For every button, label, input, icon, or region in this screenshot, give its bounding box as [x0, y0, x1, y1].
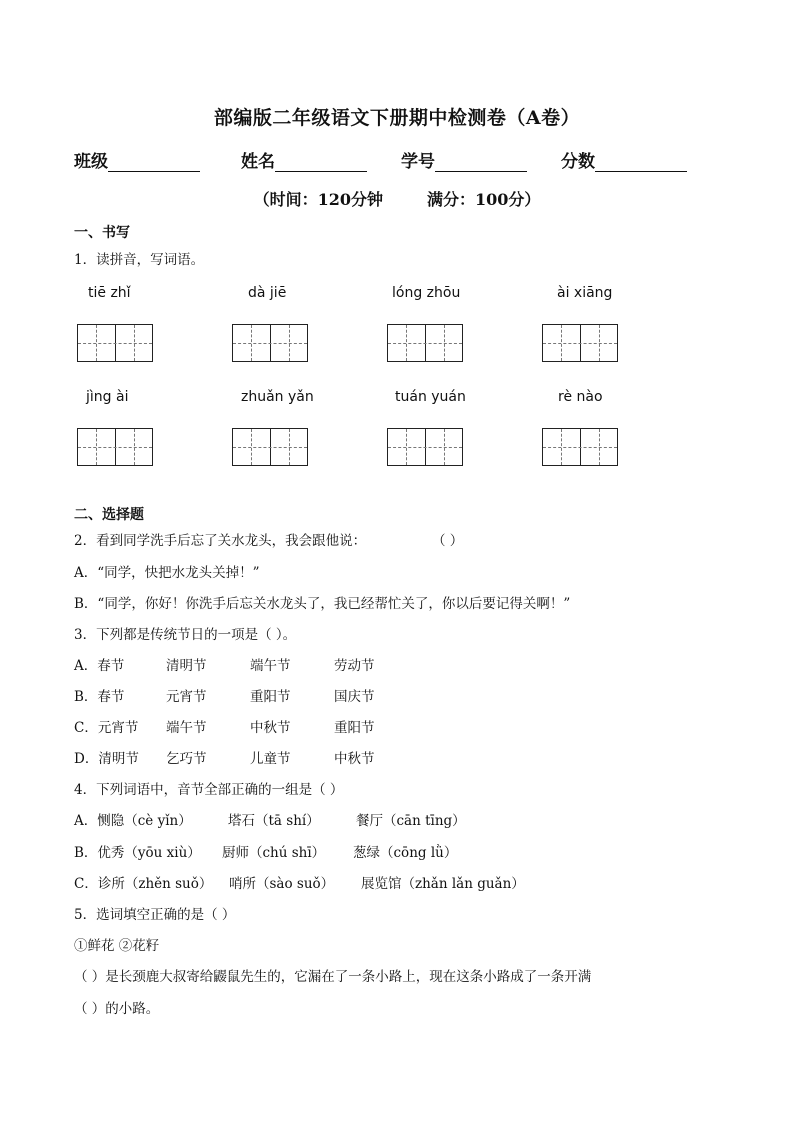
question-3-option-a: A．春节 — [74, 658, 125, 674]
question-5-line-1: （ ）是长颈鹿大叔寄给鼹鼠先生的，它漏在了一条小路上，现在这条小路成了一条开满 — [74, 969, 592, 985]
score-field — [561, 147, 687, 172]
question-3-option-c-item: 端午节 — [166, 720, 207, 736]
question-3-option-c-item: 中秋节 — [250, 720, 291, 736]
writing-grid-6[interactable] — [232, 428, 308, 466]
question-4-stem: 4．下列词语中，音节全部正确的一组是（ ） — [74, 782, 344, 798]
question-1-stem: 1．读拼音，写词语。 — [74, 252, 205, 268]
question-4-option-b-item: 厨师（chú shī） — [222, 845, 326, 861]
pinyin-8: rè nào — [558, 389, 603, 405]
writing-grid-2[interactable] — [232, 324, 308, 362]
question-4-option-a-item: 塔石（tā shí） — [228, 813, 320, 829]
score-label: 分数 — [561, 152, 595, 172]
full-score-text: 满分：100分） — [427, 190, 541, 209]
pinyin-3: lóng zhōu — [392, 285, 461, 301]
question-3-option-b-item: 元宵节 — [166, 689, 207, 705]
question-3-option-c: C．元宵节 — [74, 720, 139, 736]
time-line — [0, 187, 794, 210]
pinyin-5: jìng ài — [86, 389, 129, 405]
id-field — [401, 147, 527, 172]
pinyin-6: zhuǎn yǎn — [241, 389, 314, 405]
id-label: 学号 — [401, 152, 435, 172]
writing-grid-7[interactable] — [387, 428, 463, 466]
section-writing-title: 一、书写 — [74, 225, 130, 241]
writing-grid-8[interactable] — [542, 428, 618, 466]
time-text: （时间：120分钟 — [253, 190, 383, 209]
writing-grid-5[interactable] — [77, 428, 153, 466]
pinyin-7: tuán yuán — [395, 389, 466, 405]
page-title: 部编版二年级语文下册期中检测卷（A卷） — [213, 107, 581, 129]
pinyin-1: tiē zhǐ — [88, 285, 131, 301]
question-5-stem: 5．选词填空正确的是（ ） — [74, 907, 236, 923]
question-3-option-b: B．春节 — [74, 689, 125, 705]
question-3-stem: 3．下列都是传统节日的一项是（ ）。 — [74, 627, 297, 643]
question-3-option-b-item: 国庆节 — [334, 689, 375, 705]
question-3-option-d: D．清明节 — [74, 751, 139, 767]
question-4-option-c-item: 展览馆（zhǎn lǎn guǎn） — [361, 876, 525, 892]
writing-grid-3[interactable] — [387, 324, 463, 362]
question-2-option-a: A．“同学，快把水龙头关掉！” — [74, 565, 260, 581]
name-label: 姓名 — [241, 152, 275, 172]
question-2-option-b: B．“同学，你好！你洗手后忘关水龙头了，我已经帮忙关了，你以后要记得关啊！” — [74, 596, 571, 612]
question-3-option-a-item: 端午节 — [250, 658, 291, 674]
writing-grid-1[interactable] — [77, 324, 153, 362]
question-3-option-b-item: 重阳节 — [250, 689, 291, 705]
question-5-choices: ①鲜花 ②花籽 — [74, 938, 160, 954]
question-4-option-b: B．优秀（yōu xiù） — [74, 845, 201, 861]
question-4-option-a: A．恻隐（cè yǐn） — [74, 813, 192, 829]
class-label: 班级 — [74, 152, 108, 172]
question-2-answer-paren[interactable]: （ ） — [432, 533, 464, 549]
class-field — [74, 147, 200, 172]
pinyin-2: dà jiē — [248, 285, 287, 301]
question-4-option-a-item: 餐厅（cān tīng） — [356, 813, 466, 829]
question-4-option-c: C．诊所（zhěn suǒ） — [74, 876, 213, 892]
question-4-option-b-item: 葱绿（cōng lǜ） — [353, 845, 458, 861]
name-blank[interactable] — [275, 153, 367, 172]
question-4-option-c-item: 哨所（sào suǒ） — [229, 876, 335, 892]
question-3-option-c-item: 重阳节 — [334, 720, 375, 736]
question-3-option-a-item: 清明节 — [166, 658, 207, 674]
question-3-option-a-item: 劳动节 — [334, 658, 375, 674]
writing-grid-4[interactable] — [542, 324, 618, 362]
question-3-option-d-item: 中秋节 — [334, 751, 375, 767]
question-5-line-2: （ ）的小路。 — [74, 1001, 160, 1017]
name-field — [241, 147, 367, 172]
class-blank[interactable] — [108, 153, 200, 172]
question-3-option-d-item: 儿童节 — [250, 751, 291, 767]
question-2-stem: 2．看到同学洗手后忘了关水龙头，我会跟他说： — [74, 533, 367, 549]
section-choice-title: 二、选择题 — [74, 507, 144, 523]
score-blank[interactable] — [595, 153, 687, 172]
pinyin-4: ài xiāng — [557, 285, 613, 301]
question-3-option-d-item: 乞巧节 — [166, 751, 207, 767]
id-blank[interactable] — [435, 153, 527, 172]
